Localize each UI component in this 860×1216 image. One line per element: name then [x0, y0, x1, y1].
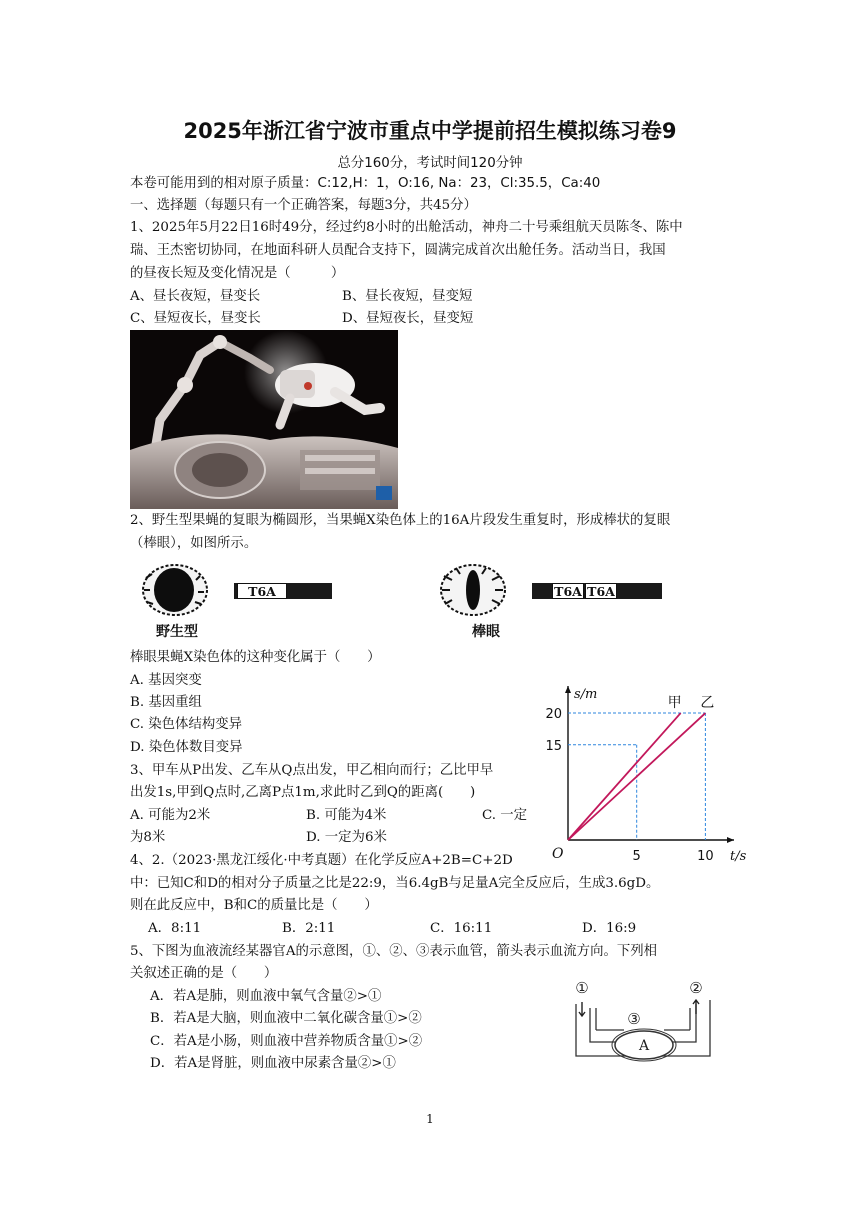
- y-tick-label: 15: [545, 738, 562, 754]
- bar-eye-chromosome-bar: [532, 583, 662, 599]
- up-arrow-icon: [693, 1000, 699, 1014]
- q2-line2: （棒眼），如图所示。: [130, 536, 258, 551]
- wild-type-eye-image: [138, 560, 212, 618]
- q4-option-c: C．16:11: [430, 921, 493, 936]
- vessel-1-label: ①: [575, 979, 589, 997]
- q5-option-a: A．若A是肺，则血液中氧气含量②>①: [150, 989, 382, 1004]
- segment-label: T6A: [237, 583, 287, 599]
- atomic-masses: 本卷可能用到的相对原子质量：C:12,H：1，O:16, Na：23，Cl:35.5，Ca:40: [130, 176, 601, 191]
- vessel-3-label: ③: [627, 1010, 641, 1028]
- q1-option-d: D、昼短夜长，昼变短: [342, 311, 474, 326]
- q4-option-a: A．8:11: [148, 921, 202, 936]
- q3-option-a: A. 可能为2米: [130, 808, 211, 823]
- q2-question: 棒眼果蝇X染色体的这种变化属于（ ）: [130, 650, 381, 665]
- q1-option-c: C、昼短夜长，昼变长: [130, 311, 261, 326]
- q3-option-d: D. 一定为6米: [306, 830, 387, 845]
- q4-option-b: B．2:11: [282, 921, 336, 936]
- organ-a-label: A: [638, 1038, 650, 1054]
- q1-line3: 的昼夜长短及变化情况是（ ）: [130, 266, 345, 281]
- q2-option-b: B. 基因重组: [130, 695, 202, 710]
- q2-option-a: A. 基因突变: [130, 673, 202, 688]
- exam-info: 总分160分，考试时间120分钟: [337, 156, 523, 171]
- x-tick-label: 5: [632, 849, 641, 864]
- q1-option-b: B、昼长夜短，昼变短: [342, 289, 473, 304]
- q3-line2: 出发1s,甲到Q点时,乙离P点1m,求此时乙到Q的距离( ): [130, 785, 476, 800]
- blood-flow-diagram: [568, 978, 718, 1064]
- q4-line1: 4、2.（2023·黑龙江绥化·中考真题）在化学反应A+2B=C+2D: [130, 853, 513, 868]
- origin-label: O: [552, 846, 564, 862]
- section-heading: 一、选择题（每题只有一个正确答案，每题3分，共45分）: [130, 198, 477, 213]
- series-label-2: 乙: [700, 695, 715, 712]
- q5-line2: 关叙述正确的是（ ）: [130, 966, 278, 981]
- q2-option-d: D. 染色体数目变异: [130, 740, 243, 755]
- bar-eye-label: 棒眼: [472, 624, 500, 640]
- q5-option-c: C．若A是小肠，则血液中营养物质含量①>②: [150, 1034, 423, 1049]
- q4-line3: 则在此反应中，B和C的质量比是（ ）: [130, 898, 378, 913]
- q3-option-c-cont: 为8米: [130, 830, 166, 845]
- series-line-1: [568, 713, 681, 840]
- q5-option-d: D．若A是肾脏，则血液中尿素含量②>①: [150, 1056, 396, 1071]
- page-number: 1: [426, 1112, 434, 1126]
- q2-line1: 2、野生型果蝇的复眼为椭圆形，当果蝇X染色体上的16A片段发生重复时，形成棒状的复眼: [130, 513, 671, 528]
- page-title: 2025年浙江省宁波市重点中学提前招生模拟练习卷9: [183, 119, 677, 143]
- q1-line1: 1、2025年5月22日16时49分，经过约8小时的出舱活动，神舟二十号乘组航天员陈冬、陈中: [130, 220, 683, 235]
- q5-option-b: B．若A是大脑，则血液中二氧化碳含量①>②: [150, 1011, 422, 1026]
- y-axis-label: s/m: [574, 687, 598, 702]
- x-axis-arrow-icon: [727, 837, 734, 843]
- astronaut-spacewalk-photo: [130, 330, 398, 509]
- wild-type-label: 野生型: [156, 624, 198, 640]
- q3-option-c: C. 一定: [482, 808, 528, 823]
- x-tick-label: 10: [697, 849, 714, 864]
- distance-time-chart: [545, 684, 747, 864]
- segment-label: T6A: [552, 583, 584, 599]
- vessel-2-label: ②: [689, 979, 703, 997]
- q3-option-b: B. 可能为4米: [306, 808, 387, 823]
- wild-type-chromosome-bar: [234, 583, 332, 599]
- bar-eye-image: [436, 560, 510, 618]
- q1-option-a: A、昼长夜短，昼变长: [130, 289, 261, 304]
- q4-option-d: D．16:9: [582, 921, 637, 936]
- down-arrow-icon: [579, 1002, 585, 1016]
- q3-line1: 3、甲车从P出发、乙车从Q点出发，甲乙相向而行；乙比甲早: [130, 763, 494, 778]
- series-label-1: 甲: [667, 695, 682, 712]
- q2-option-c: C. 染色体结构变异: [130, 717, 243, 732]
- q5-line1: 5、下图为血液流经某器官A的示意图，①、②、③表示血管，箭头表示血流方向。下列相: [130, 944, 658, 959]
- segment-label: T6A: [585, 583, 617, 599]
- q4-line2: 中：已知C和D的相对分子质量之比是22:9，当6.4gB与足量A完全反应后，生成3.6gD。: [130, 876, 660, 891]
- q1-line2: 瑞、王杰密切协同，在地面科研人员配合支持下，圆满完成首次出舱任务。活动当日，我国: [130, 243, 666, 258]
- y-axis-arrow-icon: [565, 686, 571, 693]
- x-axis-label: t/s: [730, 849, 747, 864]
- y-tick-label: 20: [545, 707, 562, 723]
